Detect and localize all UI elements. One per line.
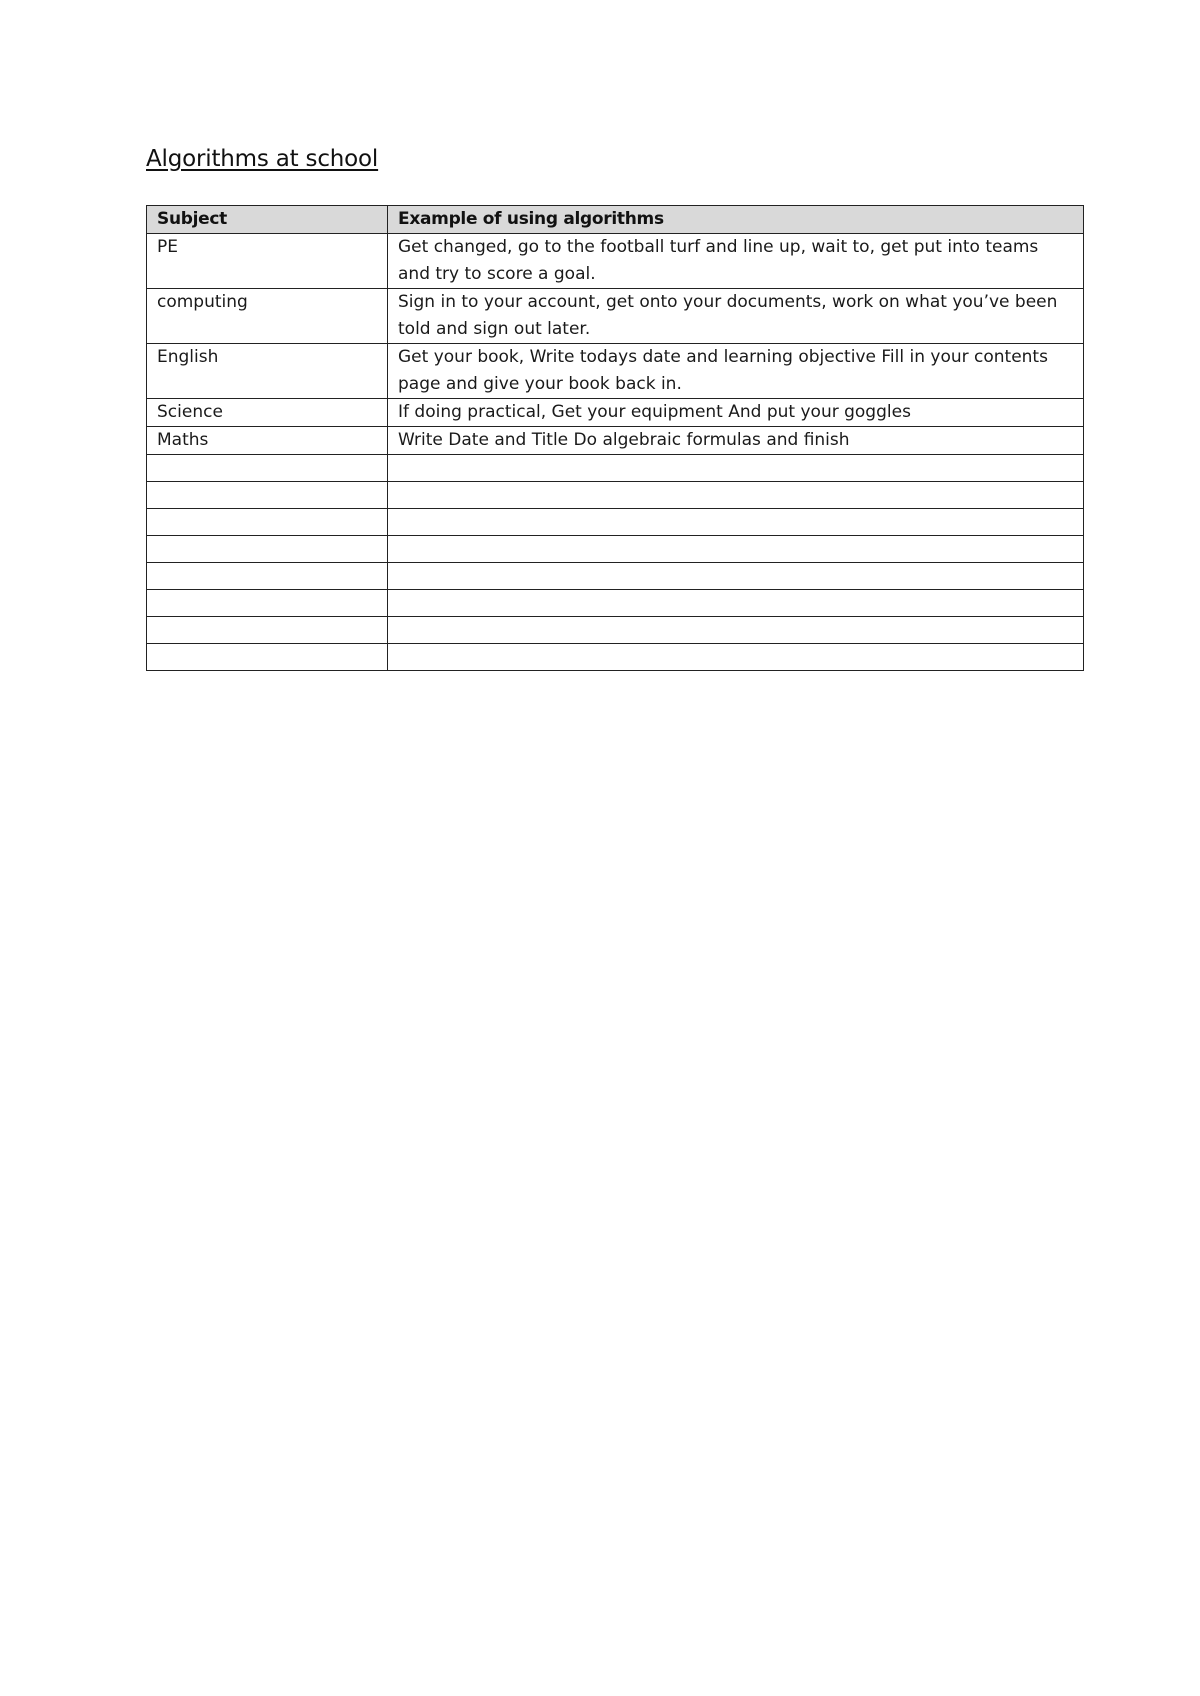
example-cell: If doing practical, Get your equipment And put your goggles — [388, 399, 1084, 427]
table-row — [147, 399, 1084, 427]
table-header-row — [147, 206, 1084, 234]
example-cell — [388, 617, 1084, 644]
subject-cell — [147, 590, 388, 617]
table-row — [147, 289, 1084, 344]
table-row-empty — [147, 536, 1084, 563]
table-row-empty — [147, 644, 1084, 671]
example-cell: Sign in to your account, get onto your documents, work on what you’ve been told and sign out later. — [388, 289, 1084, 344]
example-cell: Write Date and Title Do algebraic formulas and finish — [388, 427, 1084, 455]
table-row-empty — [147, 482, 1084, 509]
table-row-empty — [147, 563, 1084, 590]
table-row — [147, 344, 1084, 399]
example-cell: Get your book, Write todays date and learning objective Fill in your contents page and give your book back in. — [388, 344, 1084, 399]
table-row-empty — [147, 455, 1084, 482]
subject-cell: Maths — [147, 427, 388, 455]
subject-cell: PE — [147, 234, 388, 289]
page-title: Algorithms at school — [146, 146, 379, 172]
table-row-empty — [147, 509, 1084, 536]
example-cell — [388, 590, 1084, 617]
example-cell — [388, 644, 1084, 671]
subject-cell — [147, 536, 388, 563]
column-header-subject: Subject — [147, 206, 388, 234]
column-header-example: Example of using algorithms — [388, 206, 1084, 234]
table-row-empty — [147, 590, 1084, 617]
example-cell — [388, 563, 1084, 590]
table-row-empty — [147, 617, 1084, 644]
algorithms-table — [146, 205, 1084, 671]
example-cell — [388, 536, 1084, 563]
table-row — [147, 427, 1084, 455]
subject-cell — [147, 644, 388, 671]
subject-cell: computing — [147, 289, 388, 344]
subject-cell: Science — [147, 399, 388, 427]
subject-cell: English — [147, 344, 388, 399]
subject-cell — [147, 563, 388, 590]
table-row — [147, 234, 1084, 289]
subject-cell — [147, 509, 388, 536]
subject-cell — [147, 455, 388, 482]
example-cell — [388, 509, 1084, 536]
example-cell — [388, 455, 1084, 482]
example-cell: Get changed, go to the football turf and line up, wait to, get put into teams and try to score a goal. — [388, 234, 1084, 289]
subject-cell — [147, 617, 388, 644]
subject-cell — [147, 482, 388, 509]
example-cell — [388, 482, 1084, 509]
